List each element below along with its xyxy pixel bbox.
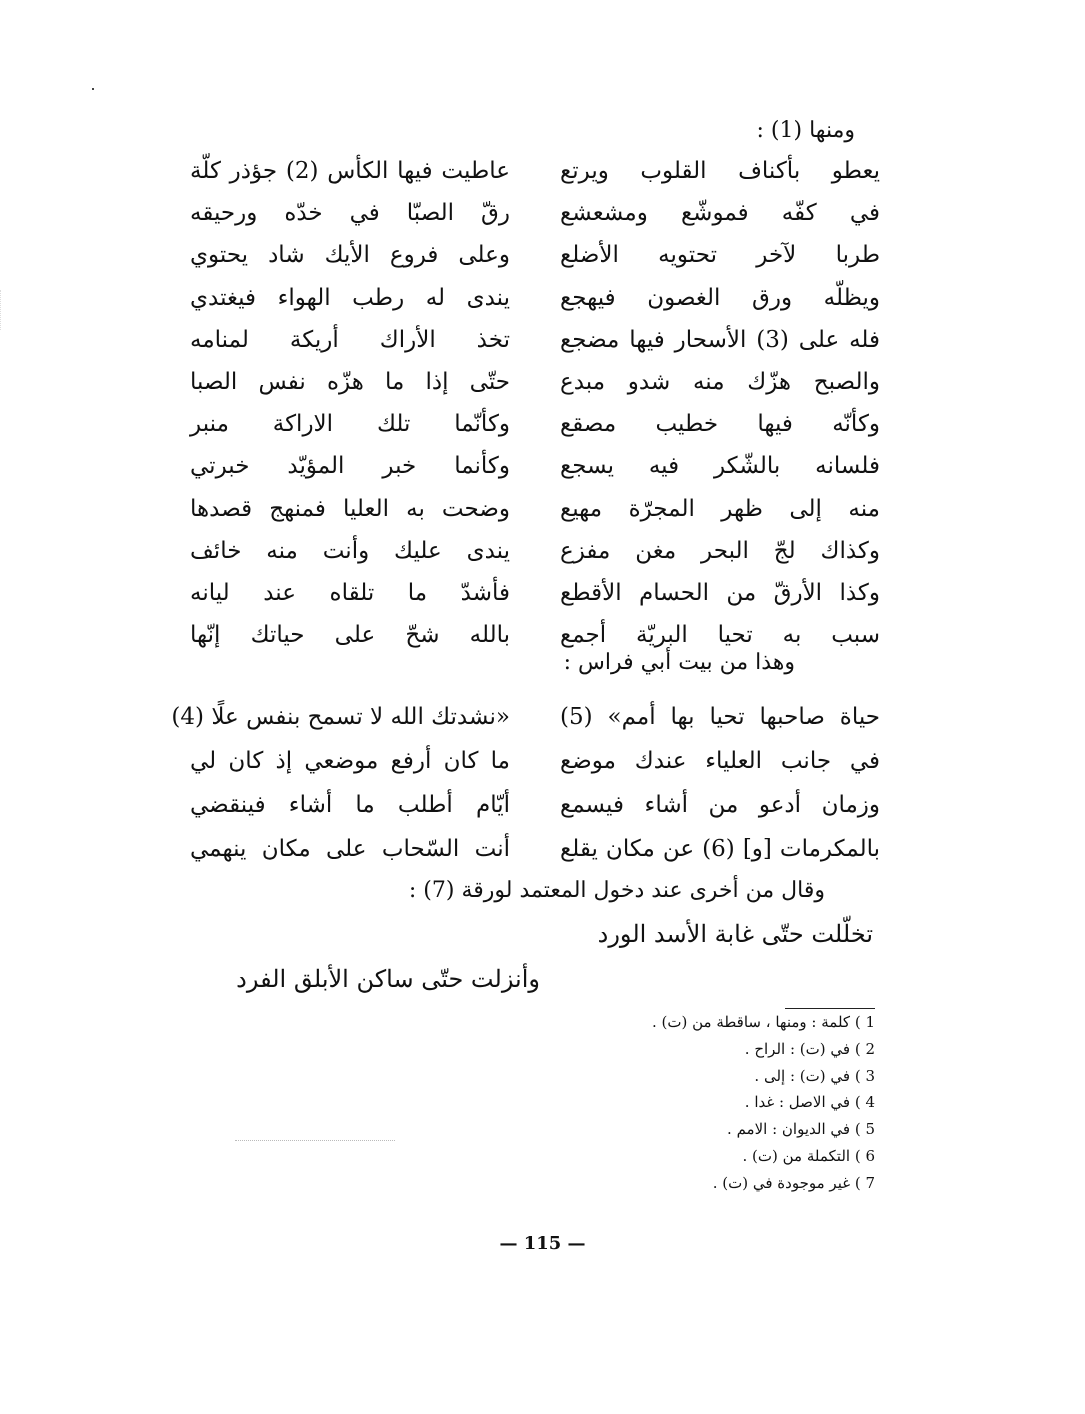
second-hemistich: وكذا الأرقّ من الحسام الأقطع [560, 579, 880, 606]
second-hemistich: سبب به تحيا البريّة أجمع [560, 622, 880, 649]
second-hemistich: فلسانه بالشّكر فيه يسجع [560, 453, 880, 480]
second-hemistich: وكذاك لجّ البحر مغن مفزع [560, 537, 880, 564]
verse-row [190, 445, 880, 487]
verse-row [190, 403, 880, 445]
footnote: 6 ) التكملة من (ت) . [742, 1146, 875, 1165]
verse-row [190, 277, 880, 319]
first-hemistich: وكأنما خبر المؤيّد خبرتي [190, 453, 510, 480]
verse-row [190, 192, 880, 234]
second-hemistich: في جانب العلياء عندك موضع [560, 748, 880, 774]
footnote-divider [785, 1008, 875, 1009]
verse-row [190, 739, 880, 783]
second-hemistich: في كفّه فموشّع ومشعشع [560, 200, 880, 227]
second-hemistich: يعطو بأكناف القلوب ويرتع [560, 158, 880, 185]
first-hemistich: أيّام أطلب ما أشاء فينقضي [190, 792, 510, 818]
footnote: 3 ) في (ت) : إلى . [754, 1066, 875, 1085]
footnote: 5 ) في الديوان : الامم . [727, 1120, 875, 1139]
first-hemistich: رقّ الصبّا في خدّه ورحيقه [190, 200, 510, 227]
speck-mark [92, 88, 94, 90]
intro-line-3: وقال من أخرى عند دخول المعتمد لورقة (7) : [408, 878, 825, 903]
footnote: 7 ) غير موجودة في (ت) . [712, 1173, 875, 1192]
first-hemistich: يندى له رطب الهواء فيغتدي [190, 284, 510, 311]
second-hemistich: وزمان أدعو من أشاء فيسمع [560, 792, 880, 818]
verse-row [190, 361, 880, 403]
verse-row [190, 319, 880, 361]
single-verse-line: تخلّلت حتّى غابة الأسد الورد [597, 920, 873, 948]
single-verse-line: وأنزلت حتّى ساكن الأبلق الفرد [236, 965, 540, 993]
page-number: — 115 — [499, 1233, 586, 1254]
footnote: 1 ) كلمة : ومنها ، ساقطة من (ت) . [651, 1013, 875, 1031]
second-hemistich: بالمكرمات [و] (6) عن مكان يقلع [560, 836, 880, 862]
verse-row [190, 488, 880, 530]
footnote: 4 ) في الاصل : غدا . [744, 1093, 875, 1112]
second-hemistich: والصبح هزّك منه شدو مبدع [560, 369, 880, 396]
verse-row [190, 234, 880, 276]
poem-block-2 [171, 695, 880, 871]
first-hemistich: ما كان أرفع موضعي إذ كان لي [190, 748, 510, 774]
first-hemistich: أنت السّحاب على مكان ينهمي [190, 836, 510, 862]
second-hemistich: طربا لآخر تحتويه الأضلع [560, 242, 880, 269]
second-hemistich: حياة صاحبها تحيا بها أمم» (5) [560, 704, 880, 730]
first-hemistich: تخذ الأراك أريكة لمنامه [190, 326, 510, 353]
footnote: 2 ) في (ت) : الراح . [744, 1039, 875, 1058]
second-hemistich: وكأنّه فيها خطيب مصقع [560, 411, 880, 438]
second-hemistich: ويظلّه ورق الغصون فيهجع [560, 284, 880, 311]
intro-line-2: وهذا من بيت أبي فراس : [563, 650, 795, 675]
first-hemistich: حتّى إذا ما هزّه نفس الصبا [190, 369, 510, 396]
verse-row [171, 695, 880, 739]
verse-row [190, 783, 880, 827]
footnotes [652, 1013, 875, 1201]
intro-line-1: ومنها (1) : [756, 118, 855, 143]
first-hemistich: وكأنّما تلك الاراكة منبر [190, 411, 510, 438]
faint-dotted-mark [235, 1140, 395, 1141]
first-hemistich: بالله شحّ على حياتك إنّها [190, 622, 510, 649]
verse-row [190, 150, 880, 192]
verse-row [190, 530, 880, 572]
first-hemistich: عاطيت فيها الكأس (2) جؤذر كلّة [190, 158, 510, 185]
first-hemistich: وعلى فروع الأيك شاد يحتوي [190, 242, 510, 269]
bleed-through-mark [0, 290, 26, 330]
verse-row [190, 572, 880, 614]
first-hemistich: يندى عليك وأنت منه خائف [190, 537, 510, 564]
poem-block-1 [190, 150, 880, 656]
second-hemistich: فله على (3) الأسحار فيها مضجع [560, 326, 881, 353]
second-hemistich: منه إلى ظهر المجرّة مهيع [560, 495, 880, 522]
first-hemistich: وضحت به العليا فمنهج قصدها [190, 495, 510, 522]
verse-row [190, 827, 880, 871]
first-hemistich: فأشدّ ما تلقاه عند ليانه [190, 579, 510, 606]
first-hemistich: «نشدتك الله لا تسمح بنفس علًا (4) [171, 704, 510, 730]
